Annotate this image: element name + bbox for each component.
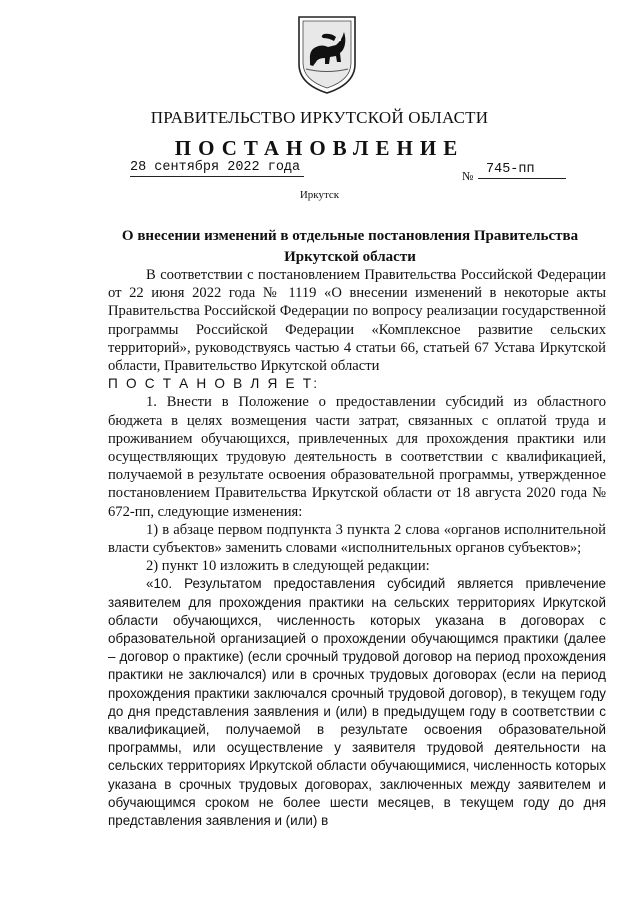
decree-number: 745-пп xyxy=(478,162,566,179)
clause-10-paragraph: «10. Результатом предоставления субсидий является привлечение заявителем для прохождения практики на сельских территориях Иркутской области обучающихся, численность которых указана в договорах с образовательной организацией о прохождении обучающимся практики (далее – договор о практике) (если срочный трудовой договор на период прохождения практики не заключался) или в срочных трудовых договорах (если на период прохождения практики заключался срочный трудовой договор), в текущем году до дня представления заявления и (или) в предыдущем году в соответствии с квалификацией, получаемой в результате освоения образовательной программы, или осуществление у заявителя трудовой деятельности на сельских территориях Иркутской области обучающимися, численность которых указана в срочных трудовых договорах, заключенных между заявителем и обучающимся сроком не более шести месяцев, в текущем году до дня представления заявления и (или) в xyxy=(108,576,606,829)
decree-title: О внесении изменений в отдельные постановления Правительства Иркутской области xyxy=(121,228,579,265)
government-name: ПРАВИТЕЛЬСТВО ИРКУТСКОЙ ОБЛАСТИ xyxy=(150,108,489,127)
preamble-paragraph: В соответствии с постановлением Правительства Российской Федерации от 22 июня 2022 года № 1119 «О внесении изменений в некоторые акты Правительства Российской Федерации по вопросу реализации государственной программы Российской Федерации «Комплексное развитие сельских территорий», руководствуясь частью 4 статьи 66, статьей 67 Устава Иркутской области, Правительство Иркутской области xyxy=(108,267,606,375)
item-1-paragraph: 1. Внести в Положение о предоставлении субсидий из областного бюджета в целях возмещения части затрат, связанных с оплатой труда и проживанием обучающихся, привлеченных для прохождения практики или осуществляющих трудовую деятельность в соответствии с квалификацией, получаемой в результате освоения образовательной программы, утвержденное постановлением Правительства Иркутской области от 18 августа 2020 года № 672-пп, следующие изменения: xyxy=(108,394,606,520)
number-label: № xyxy=(462,169,474,183)
decree-date: 28 сентября 2022 года xyxy=(130,160,304,177)
decree-body xyxy=(108,266,606,830)
resolves-word: П О С Т А Н О В Л Я Е Т: xyxy=(108,376,320,392)
irkutsk-coat-of-arms-icon xyxy=(296,14,358,96)
subitem-2-paragraph: 2) пункт 10 изложить в следующей редакции: xyxy=(146,558,430,575)
subitem-1-paragraph: 1) в абзаце первом подпункта 3 пункта 2 слова «органов исполнительной власти субъектов» заменить словами «исполнительных органов субъектов»; xyxy=(108,521,606,557)
city: Иркутск xyxy=(299,189,340,201)
decree-type: ПОСТАНОВЛЕНИЕ xyxy=(174,136,465,160)
